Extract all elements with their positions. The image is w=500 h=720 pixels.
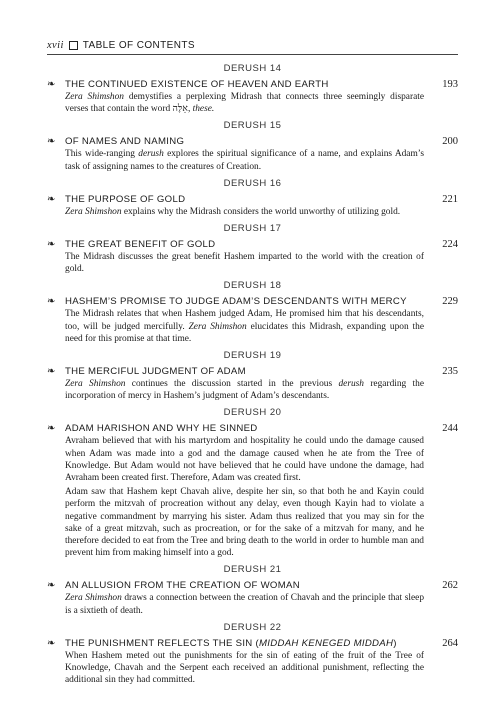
title-text: THE PUNISHMENT REFLECTS THE SIN ( — [65, 637, 259, 649]
desc-emphasis: Zera Shimshon — [65, 206, 122, 217]
derush-label: DERUSH 19 — [223, 350, 282, 362]
page-number-label: xvii — [47, 40, 64, 51]
entry-title[interactable]: ADAM HARISHON AND WHY HE SINNED — [65, 423, 258, 435]
entry-description — [65, 206, 424, 218]
desc-text: elucidates this Midrash, expanding upon the need for this promise at that time. — [65, 321, 425, 344]
desc-text: This wide-ranging — [65, 149, 139, 160]
desc-text: explains why the Midrash considers the world unworthy of utilizing gold. — [121, 206, 401, 217]
entry-description — [65, 148, 424, 172]
entry-title[interactable]: OF NAMES AND NAMING — [65, 136, 185, 148]
desc-emphasis: derush — [338, 379, 364, 390]
fleuron-icon: ❧ — [47, 79, 56, 90]
entry-page-number[interactable]: 200 — [442, 136, 458, 148]
entry-title[interactable]: THE PURPOSE OF GOLD — [65, 193, 186, 205]
entry-page-number[interactable]: 224 — [442, 239, 458, 251]
toc-entry — [47, 135, 458, 172]
desc-paragraph: Avraham believed that with his martyrdom and hospitality he could undo the damage caused when Adam was made into a god and the damage caused when he ate from the Tree of Knowledge. But Adam would not have believed that he could have undone the damage, had Avraham been created first. Therefore, Adam was created first. — [65, 436, 424, 484]
toc-entry — [47, 422, 458, 559]
desc-text: continues the discussion started in the previous — [125, 379, 339, 390]
fleuron-icon: ❧ — [47, 580, 56, 592]
entry-page-number[interactable]: 221 — [442, 193, 458, 205]
entry-description — [65, 650, 424, 687]
toc-entry — [47, 78, 458, 115]
entry-description — [65, 251, 424, 275]
fleuron-icon: ❧ — [47, 296, 56, 308]
entry-page-number[interactable]: 262 — [442, 580, 458, 592]
header-title: TABLE OF CONTENTS — [82, 40, 195, 51]
title-text: ) — [393, 637, 397, 649]
entry-title[interactable]: HASHEM’S PROMISE TO JUDGE ADAM’S DESCENDANTS WITH MERCY — [65, 296, 407, 308]
desc-text: When Hashem meted out the punishments for the sin of eating of the fruit of the Tree of Knowledge, Chavah and the Serpent each received an additional punishment, reflecting the additional sin they had committed. — [65, 650, 424, 686]
entry-title[interactable] — [65, 637, 424, 650]
derush-label: DERUSH 22 — [223, 621, 282, 633]
entry-page-number[interactable]: 264 — [442, 637, 458, 649]
fleuron-icon: ❧ — [47, 366, 56, 378]
derush-label: DERUSH 14 — [223, 63, 282, 74]
fleuron-icon: ❧ — [47, 637, 56, 649]
toc-entry — [47, 579, 458, 616]
desc-text: The Midrash discusses the great benefit Hashem imparted to the world with the creation of gold. — [65, 252, 424, 275]
entry-page-number[interactable]: 244 — [442, 423, 458, 435]
desc-emphasis: derush — [138, 149, 164, 160]
entry-title[interactable]: THE GREAT BENEFIT OF GOLD — [65, 239, 216, 251]
entry-description — [65, 435, 424, 559]
desc-emphasis: Zera Shimshon — [65, 379, 126, 390]
entry-title[interactable]: THE MERCIFUL JUDGMENT OF ADAM — [65, 366, 246, 378]
fleuron-icon: ❧ — [47, 239, 56, 251]
desc-hebrew: אֵלֶּה, — [172, 104, 191, 115]
entry-description — [65, 592, 424, 616]
desc-text: The Midrash relates that when Hashem judged Adam, He promised him that his descendants, too, will be judged mercifully. — [65, 309, 424, 332]
derush-label: DERUSH 18 — [223, 280, 282, 292]
desc-emphasis: Zera Shimshon — [65, 92, 124, 102]
entry-page-number[interactable]: 229 — [442, 296, 458, 308]
entry-title[interactable]: THE CONTINUED EXISTENCE OF HEAVEN AND EARTH — [65, 79, 329, 90]
derush-label: DERUSH 17 — [223, 223, 282, 235]
derush-label: DERUSH 20 — [223, 407, 282, 419]
entry-title[interactable]: AN ALLUSION FROM THE CREATION OF WOMAN — [65, 580, 300, 592]
toc-entry — [47, 637, 458, 687]
entry-description — [65, 378, 424, 402]
square-ornament-icon — [69, 41, 78, 50]
desc-text: regarding the incorporation of mercy in Hashem’s judgment of Adam’s descendants. — [65, 379, 424, 402]
toc-entry — [47, 193, 458, 218]
fleuron-icon: ❧ — [47, 136, 56, 148]
desc-emphasis: Zera Shimshon — [65, 593, 122, 604]
entry-page-number[interactable]: 235 — [442, 366, 458, 378]
desc-text: explores the spiritual significance of a name, and explains Adam’s task of assigning names to the creatures of Creation. — [65, 149, 424, 172]
derush-label: DERUSH 15 — [223, 120, 282, 132]
toc-entry — [47, 365, 458, 402]
entry-page-number[interactable]: 193 — [442, 79, 458, 90]
derush-label: DERUSH 21 — [223, 564, 282, 576]
desc-paragraph: Adam saw that Hashem kept Chavah alive, despite her sin, so that both he and Kayin could perform the mitzvah of procreation without any delay, even though Kayin had to violate a negative commandment by marrying his sister. Adam thus realized that you may sin for the sake of a great mitzvah, such as procreation, or for the sake of a mitzvah for many, and he therefore decided to eat from the Tree and bring death to the world in order to humble man and prevent him from making himself into a god. — [65, 487, 424, 559]
title-emphasis: MIDDAH KENEGED MIDDAH — [258, 637, 394, 649]
header-rule — [47, 54, 458, 55]
desc-text: draws a connection between the creation of Chavah and the principle that sleep is a sixtieth of death. — [65, 593, 425, 616]
entry-description — [65, 91, 424, 115]
desc-text: demystifies a perplexing Midrash that connects three seemingly disparate verses that contain the word — [65, 92, 425, 115]
fleuron-icon: ❧ — [47, 193, 56, 205]
desc-emphasis: Zera Shimshon — [188, 321, 247, 332]
fleuron-icon: ❧ — [47, 423, 56, 435]
desc-emphasis: these. — [190, 104, 215, 115]
toc-entry — [47, 295, 458, 345]
running-header — [47, 40, 458, 51]
entry-description — [65, 308, 424, 345]
derush-label: DERUSH 16 — [223, 177, 282, 189]
toc-entry — [47, 238, 458, 275]
